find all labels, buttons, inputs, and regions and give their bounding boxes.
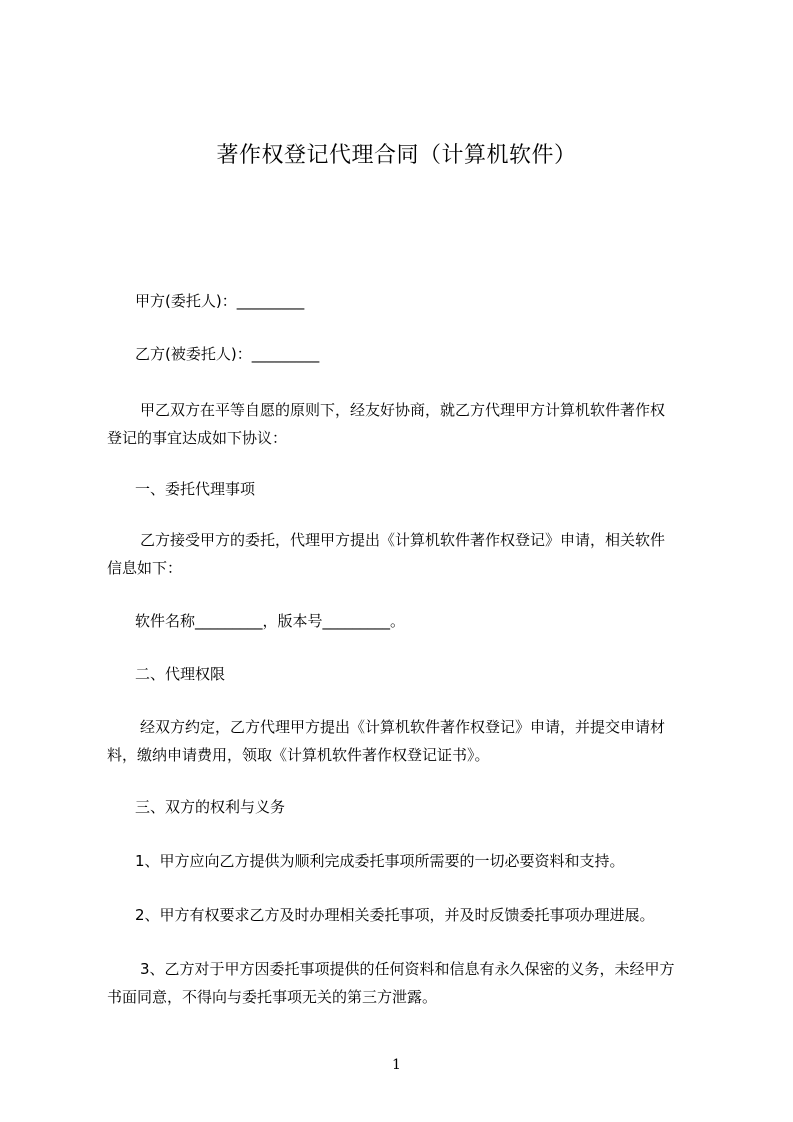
intro-paragraph	[107, 396, 707, 452]
clause-1: 1、甲方应向乙方提供为顺利完成委托事项所需要的一切必要资料和支持。	[135, 852, 625, 870]
intro-line-1: 甲乙双方在平等自愿的原则下，经友好协商，就乙方代理甲方计算机软件著作权	[140, 401, 666, 419]
software-info-line: 软件名称_________，版本号_________。	[135, 612, 406, 630]
section-1-paragraph	[107, 526, 707, 582]
party-a-line: 甲方(委托人)：_________	[135, 292, 305, 310]
section-3-heading: 三、双方的权利与义务	[135, 798, 286, 816]
section-1-heading: 一、委托代理事项	[135, 480, 256, 498]
page-number: 1	[392, 1057, 401, 1073]
intro-line-2: 登记的事宜达成如下协议：	[107, 429, 288, 447]
clause-2: 2、甲方有权要求乙方及时办理相关委托事项，并及时反馈委托事项办理进展。	[135, 906, 655, 924]
section-2-line-1: 经双方约定，乙方代理甲方提出《计算机软件著作权登记》申请，并提交申请材	[140, 718, 666, 736]
clause-3-paragraph	[107, 955, 707, 1011]
section-1-line-1: 乙方接受甲方的委托，代理甲方提出《计算机软件著作权登记》申请，相关软件	[140, 531, 666, 549]
party-b-line: 乙方(被委托人)：_________	[135, 345, 320, 363]
clause-3-line-1: 3、乙方对于甲方因委托事项提供的任何资料和信息有永久保密的义务，未经甲方	[140, 960, 675, 978]
section-1-line-2: 信息如下：	[107, 559, 183, 577]
clause-3-line-2: 书面同意，不得向与委托事项无关的第三方泄露。	[107, 988, 438, 1006]
section-2-line-2: 料，缴纳申请费用，领取《计算机软件著作权登记证书》。	[107, 746, 490, 764]
document-title: 著作权登记代理合同（计算机软件）	[216, 143, 577, 168]
section-2-paragraph	[107, 713, 707, 769]
section-2-heading: 二、代理权限	[135, 665, 226, 683]
